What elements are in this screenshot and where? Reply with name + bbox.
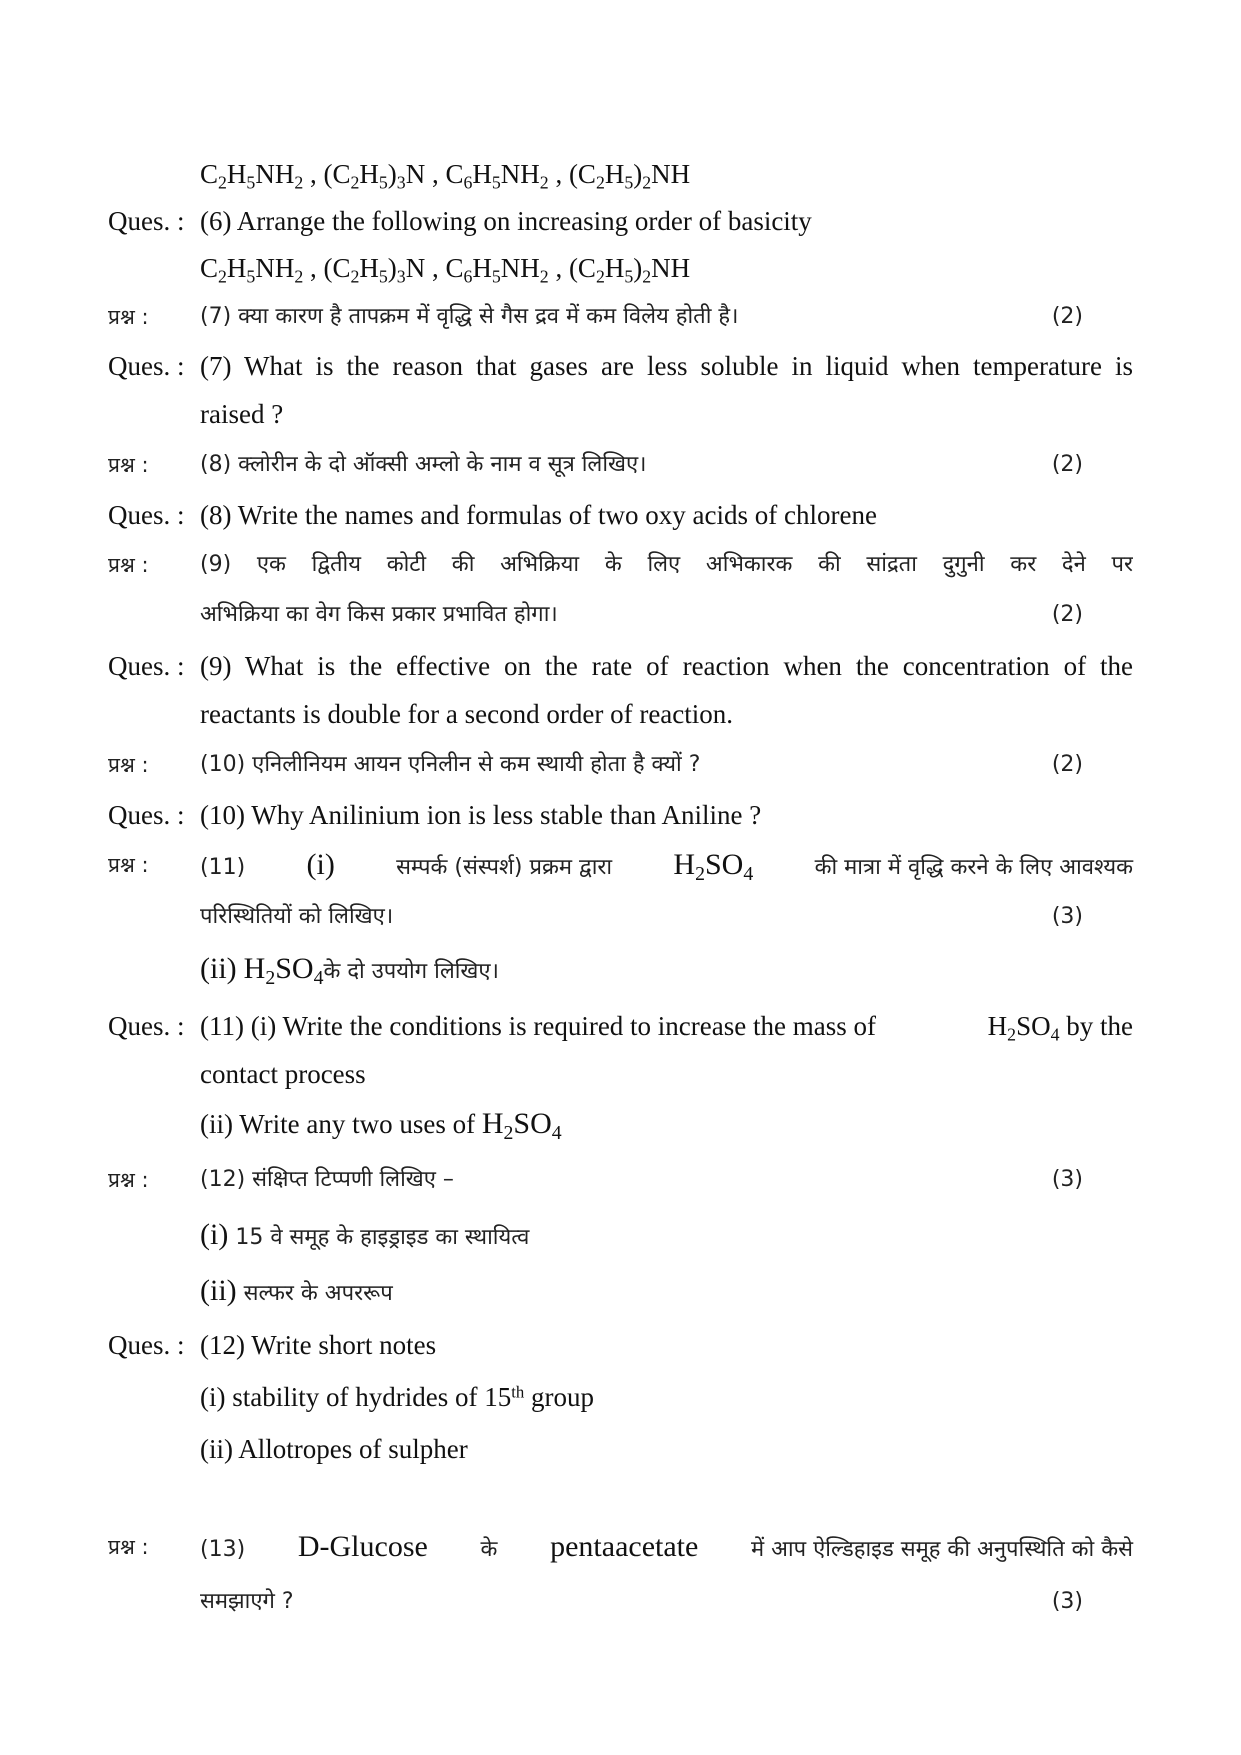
prashn-label: प्रश्न : — [108, 305, 149, 329]
marks: (2) — [1051, 602, 1083, 627]
prashn-label: प्रश्न : — [108, 853, 149, 877]
ques-label: Ques. : — [108, 651, 185, 681]
h2so4-formula: $H_2SO_4$ — [673, 848, 754, 885]
question-text: (9) What is the effective on the rate of reaction when the concentration of the — [200, 651, 1133, 681]
question-12-hi-ii — [108, 1271, 1133, 1315]
question-11-en-cont — [108, 1054, 1133, 1098]
h2so4-formula: $H_2SO_4$ — [243, 952, 324, 989]
question-text: (7) क्या कारण है तापक्रम में वृद्धि से गैस द्रव में कम विलेय होती है। — [200, 304, 739, 329]
formula-line-2 — [108, 248, 1133, 292]
question-9-hi — [108, 545, 1133, 589]
question-text: (10) Why Anilinium ion is less stable than Aniline ? — [200, 800, 762, 830]
question-text: (13) D-Glucose के pentaacetate में आप ऐल्डिहाइड समूह की अनुपस्थिति को कैसे — [200, 1530, 1133, 1563]
question-text: अभिक्रिया का वेग किस प्रकार प्रभावित होगा। — [200, 602, 558, 627]
formula-text: $C_2H_5NH_2$ , $(C_2H_5)_3N$ , $C_6H_5NH_2$ , $(C_2H_5)_2NH$ — [200, 253, 691, 287]
question-12-hi-i — [108, 1215, 1133, 1259]
question-text: (7) What is the reason that gases are less soluble in liquid when temperature is — [200, 351, 1133, 381]
prashn-label: प्रश्न : — [108, 553, 149, 577]
question-text: (ii) सल्फर के अपररूप — [200, 1274, 393, 1307]
question-text: (8) क्लोरीन के दो ऑक्सी अम्लो के नाम व सूत्र लिखिए। — [200, 452, 647, 477]
h2so4-formula: $H_2SO_4$ — [481, 1107, 562, 1144]
prashn-label: प्रश्न : — [108, 1535, 149, 1559]
marks: (3) — [1051, 1589, 1083, 1614]
question-text: reactants is double for a second order of reaction. — [200, 699, 734, 729]
question-10-en — [108, 795, 1133, 839]
question-text: समझाएगे ? — [200, 1589, 294, 1614]
question-10-hi — [108, 745, 1133, 789]
question-text: (9) एक द्वितीय कोटी की अभिक्रिया के लिए अभिकारक की सांद्रता दुगुनी कर देने पर — [200, 552, 1133, 577]
question-text: raised ? — [200, 399, 284, 429]
question-7-hi — [108, 297, 1133, 341]
question-text: (12) Write short notes — [200, 1330, 437, 1360]
ques-label: Ques. : — [108, 800, 185, 830]
question-11-en — [108, 1006, 1133, 1050]
marks: (3) — [1051, 1167, 1083, 1192]
question-11-hi-cont — [108, 897, 1133, 941]
question-text: (12) संक्षिप्त टिप्पणी लिखिए – — [200, 1167, 454, 1192]
question-text: (11) (i) सम्पर्क (संस्पर्श) प्रक्रम द्वारा $H_2SO_4$ की मात्रा में वृद्धि करने के लिए आवश्यक — [200, 845, 1133, 888]
question-12-en-ii — [108, 1429, 1133, 1473]
question-9-hi-cont — [108, 595, 1133, 639]
question-11-en-ii — [108, 1104, 1133, 1148]
question-text: (ii) $H_2SO_4के$ दो उपयोग लिखिए। — [200, 952, 499, 989]
question-8-en — [108, 495, 1133, 539]
question-11-hi — [108, 845, 1133, 889]
ques-label: Ques. : — [108, 206, 185, 236]
question-8-hi — [108, 445, 1133, 489]
question-12-en-i — [108, 1377, 1133, 1421]
question-6-en — [108, 201, 1133, 245]
question-text: (11) (i) Write the conditions is required to increase the mass of $H_2SO_4$ by the — [200, 1011, 1133, 1045]
question-13-hi — [108, 1527, 1133, 1571]
question-text: (8) Write the names and formulas of two oxy acids of chlorene — [200, 500, 877, 530]
ques-label: Ques. : — [108, 500, 185, 530]
prashn-label: प्रश्न : — [108, 753, 149, 777]
question-7-en — [108, 346, 1133, 390]
h2so4-formula: $H_2SO_4$ — [987, 1011, 1060, 1045]
question-text: (ii) Write any two uses of $H_2SO_4$ — [200, 1107, 562, 1144]
question-9-en — [108, 646, 1133, 690]
question-13-hi-cont — [108, 1582, 1133, 1626]
question-text: (6) Arrange the following on increasing order of basicity — [200, 206, 812, 236]
question-text: (i) stability of hydrides of 15th group — [200, 1382, 594, 1412]
prashn-label: प्रश्न : — [108, 1168, 149, 1192]
question-text: (ii) Allotropes of sulpher — [200, 1434, 468, 1464]
question-11-hi-ii — [108, 949, 1133, 993]
ques-label: Ques. : — [108, 1011, 185, 1041]
marks: (2) — [1051, 752, 1083, 777]
question-text: (i) 15 वे समूह के हाइड्राइड का स्थायित्व — [200, 1218, 530, 1251]
marks: (3) — [1051, 904, 1083, 929]
formula-text: $C_2H_5NH_2$ , $(C_2H_5)_3N$ , $C_6H_5NH_2$ , $(C_2H_5)_2NH$ — [200, 159, 691, 193]
ques-label: Ques. : — [108, 1330, 185, 1360]
question-12-en — [108, 1325, 1133, 1369]
question-text: contact process — [200, 1059, 366, 1089]
question-text: (10) एनिलीनियम आयन एनिलीन से कम स्थायी होता है क्यों ? — [200, 752, 701, 777]
ques-label: Ques. : — [108, 351, 185, 381]
question-12-hi — [108, 1160, 1133, 1204]
formula-line-1 — [108, 154, 1133, 198]
prashn-label: प्रश्न : — [108, 453, 149, 477]
question-text: परिस्थितियों को लिखिए। — [200, 904, 394, 929]
marks: (2) — [1051, 304, 1083, 329]
question-9-en-cont — [108, 694, 1133, 738]
marks: (2) — [1051, 452, 1083, 477]
question-7-en-cont — [108, 394, 1133, 438]
